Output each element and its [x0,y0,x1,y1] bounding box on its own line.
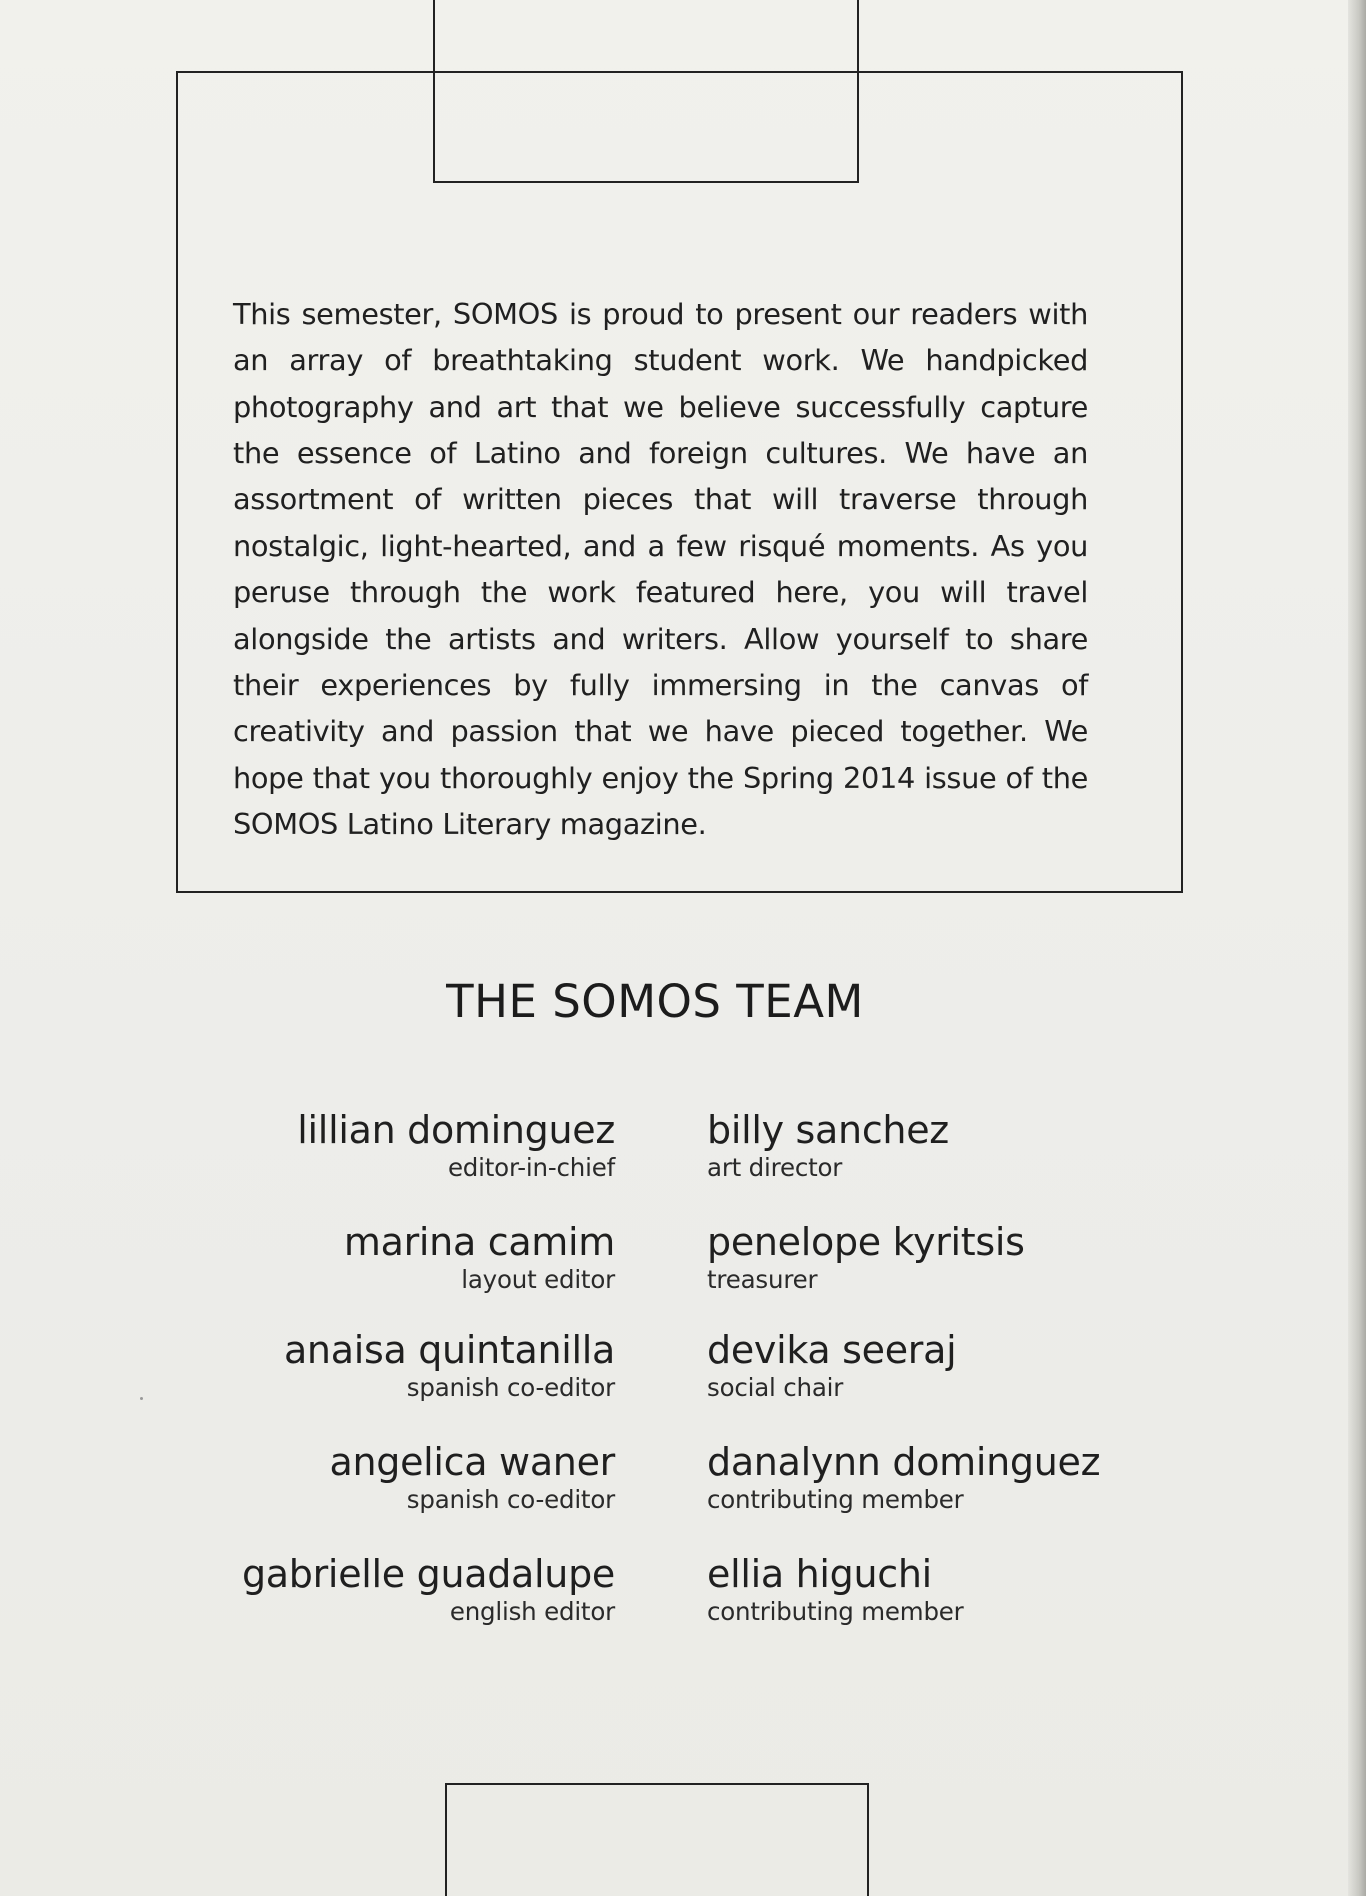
paper-speck [140,1397,143,1400]
member-role: spanish co-editor [406,1373,615,1402]
member-name: marina camim [343,1220,615,1264]
member-role: art director [707,1153,843,1182]
member-name: ellia higuchi [707,1552,932,1596]
member-role: spanish co-editor [406,1485,615,1514]
member-name: devika seeraj [707,1328,957,1372]
member-role: contributing member [707,1485,964,1514]
team-column-left [242,1107,615,1663]
bottom-decorative-tab [445,1783,869,1896]
team-member [707,1551,1100,1663]
team-column-right [707,1107,1100,1663]
member-name: angelica waner [329,1440,615,1484]
team-member [707,1439,1100,1551]
member-name: penelope kyritsis [707,1220,1025,1264]
top-decorative-tab [433,0,859,183]
team-member [707,1219,1100,1327]
team-member [707,1327,1100,1439]
member-role: english editor [449,1597,615,1626]
team-member [242,1551,615,1663]
member-name: lillian dominguez [297,1108,615,1152]
member-role: editor-in-chief [447,1153,615,1182]
member-name: danalynn dominguez [707,1440,1101,1484]
member-name: anaisa quintanilla [283,1328,615,1372]
team-member [242,1327,615,1439]
member-role: social chair [707,1373,844,1402]
team-member [707,1107,1100,1219]
page-edge-shadow [1348,0,1366,1896]
intro-paragraph: This semester, SOMOS is proud to present our readers with an array of breathtaking student work. We handpicked photography and art that we believe successfully capture the essence of Latino and foreign cultures. We have an assortment of written pieces that will traverse through nostalgic, light-hearted, and a few risqué moments. As you peruse through the work featured here, you will travel alongside the artists and writers. Allow yourself to share their experiences by fully immersing in the canvas of creativity and passion that we have pieced together. We hope that you thoroughly enjoy the Spring 2014 issue of the SOMOS Latino Literary magazine. [233,296,1088,842]
team-member [242,1219,615,1327]
member-role: contributing member [707,1597,964,1626]
member-role: treasurer [707,1265,818,1294]
team-member [242,1107,615,1219]
member-role: layout editor [461,1265,615,1294]
team-heading: THE SOMOS TEAM [446,975,864,1028]
member-name: billy sanchez [707,1108,949,1152]
team-member [242,1439,615,1551]
member-name: gabrielle guadalupe [241,1552,615,1596]
